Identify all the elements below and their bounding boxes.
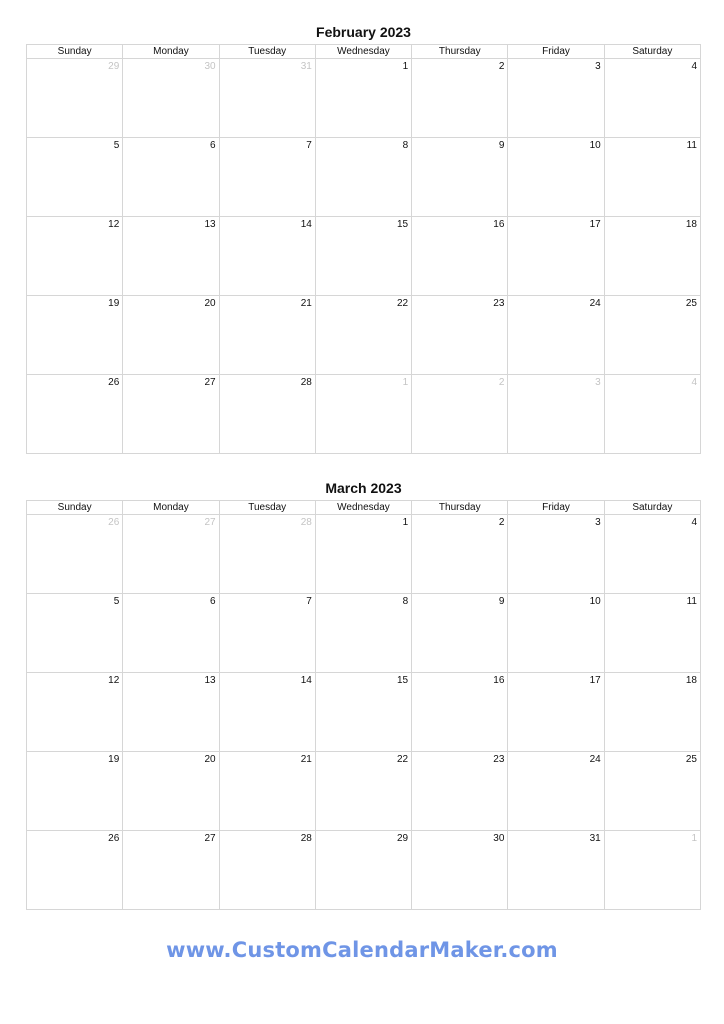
day-cell[interactable]	[27, 673, 123, 752]
day-cell[interactable]	[412, 831, 508, 910]
day-cell[interactable]	[27, 138, 123, 217]
day-number: 2	[498, 61, 505, 72]
day-cell[interactable]	[508, 138, 604, 217]
day-cell[interactable]	[508, 296, 604, 375]
day-number: 7	[306, 596, 312, 607]
weekday-header: Thursday	[412, 45, 508, 59]
weekday-header-row	[27, 45, 701, 59]
day-number: 6	[210, 140, 216, 151]
day-number: 18	[685, 675, 697, 686]
day-number: 27	[204, 833, 216, 844]
day-cell[interactable]	[219, 59, 315, 138]
day-number: 6	[210, 596, 216, 607]
day-number-adjacent-month: 28	[300, 517, 312, 528]
day-cell[interactable]	[123, 673, 219, 752]
week-row	[27, 515, 701, 594]
day-number: 12	[108, 219, 120, 230]
weekday-header: Wednesday	[315, 501, 411, 515]
day-cell[interactable]	[123, 752, 219, 831]
day-cell[interactable]	[219, 296, 315, 375]
day-number-adjacent-month: 1	[402, 377, 409, 388]
week-row	[27, 375, 701, 454]
day-number: 24	[589, 754, 601, 765]
day-number: 10	[589, 596, 601, 607]
day-number: 20	[204, 298, 216, 309]
day-cell[interactable]	[604, 673, 700, 752]
day-cell[interactable]	[123, 296, 219, 375]
day-cell[interactable]	[219, 673, 315, 752]
day-cell[interactable]	[508, 673, 604, 752]
day-cell[interactable]	[315, 831, 411, 910]
calendar-body	[27, 59, 701, 454]
day-cell[interactable]	[508, 375, 604, 454]
day-number: 9	[498, 140, 505, 151]
day-number: 4	[691, 517, 697, 528]
day-cell[interactable]	[219, 515, 315, 594]
day-cell[interactable]	[412, 752, 508, 831]
day-number: 7	[306, 140, 312, 151]
day-number: 15	[397, 219, 409, 230]
day-cell[interactable]	[508, 752, 604, 831]
month-march	[26, 476, 701, 910]
weekday-header: Monday	[123, 501, 219, 515]
day-number: 4	[691, 61, 697, 72]
week-row	[27, 752, 701, 831]
weekday-header: Monday	[123, 45, 219, 59]
day-number: 18	[685, 219, 697, 230]
day-cell[interactable]	[508, 831, 604, 910]
day-cell[interactable]	[219, 138, 315, 217]
calendar-grid	[26, 44, 701, 454]
weekday-header: Tuesday	[219, 501, 315, 515]
month-title: March 2023	[325, 480, 402, 496]
day-cell[interactable]	[315, 594, 411, 673]
day-number: 28	[300, 377, 312, 388]
day-number: 2	[498, 517, 505, 528]
weekday-header: Wednesday	[315, 45, 411, 59]
day-number-adjacent-month: 31	[300, 61, 312, 72]
day-cell[interactable]	[412, 59, 508, 138]
day-number: 16	[493, 675, 505, 686]
day-cell[interactable]	[27, 515, 123, 594]
day-cell[interactable]	[315, 752, 411, 831]
day-cell[interactable]	[123, 375, 219, 454]
day-cell[interactable]	[604, 217, 700, 296]
day-number: 9	[498, 596, 505, 607]
day-number: 10	[589, 140, 601, 151]
day-cell[interactable]	[604, 296, 700, 375]
day-number: 19	[108, 754, 120, 765]
day-cell[interactable]	[315, 217, 411, 296]
day-cell[interactable]	[412, 594, 508, 673]
day-number: 25	[685, 298, 697, 309]
day-number: 16	[493, 219, 505, 230]
week-row	[27, 296, 701, 375]
day-cell[interactable]	[27, 59, 123, 138]
weekday-header: Sunday	[27, 501, 123, 515]
day-number-adjacent-month: 1	[691, 833, 697, 844]
day-cell[interactable]	[219, 831, 315, 910]
day-cell[interactable]	[604, 59, 700, 138]
day-cell[interactable]	[219, 752, 315, 831]
day-number: 19	[108, 298, 120, 309]
day-cell[interactable]	[27, 375, 123, 454]
day-cell[interactable]	[604, 594, 700, 673]
day-number: 5	[113, 596, 120, 607]
day-cell[interactable]	[27, 752, 123, 831]
day-number-adjacent-month: 30	[204, 61, 216, 72]
day-number: 14	[300, 675, 312, 686]
day-number: 21	[300, 298, 312, 309]
day-number: 24	[589, 298, 601, 309]
day-cell[interactable]	[412, 375, 508, 454]
day-cell[interactable]	[604, 831, 700, 910]
day-number: 26	[108, 377, 120, 388]
day-number-adjacent-month: 27	[204, 517, 216, 528]
day-cell[interactable]	[412, 296, 508, 375]
day-number-adjacent-month: 3	[595, 377, 601, 388]
month-title: February 2023	[316, 24, 411, 40]
day-number: 26	[108, 833, 120, 844]
day-number: 23	[493, 298, 505, 309]
day-number: 11	[686, 596, 697, 607]
day-number: 1	[402, 517, 409, 528]
day-number: 23	[493, 754, 505, 765]
week-row	[27, 831, 701, 910]
day-number: 12	[108, 675, 120, 686]
day-cell[interactable]	[123, 594, 219, 673]
day-number-adjacent-month: 4	[691, 377, 697, 388]
calendar-body	[27, 515, 701, 910]
day-cell[interactable]	[508, 594, 604, 673]
week-row	[27, 138, 701, 217]
day-number: 5	[113, 140, 120, 151]
day-cell[interactable]	[219, 375, 315, 454]
day-number: 13	[204, 675, 216, 686]
weekday-header: Friday	[508, 45, 604, 59]
day-cell[interactable]	[219, 217, 315, 296]
calendar-grid	[26, 500, 701, 910]
day-cell[interactable]	[508, 217, 604, 296]
day-cell[interactable]	[315, 296, 411, 375]
day-number: 28	[300, 833, 312, 844]
day-number: 21	[300, 754, 312, 765]
weekday-header-row	[27, 501, 701, 515]
day-number-adjacent-month: 29	[108, 61, 120, 72]
day-cell[interactable]	[123, 59, 219, 138]
footer-brand-link[interactable]: www.CustomCalendarMaker.com	[166, 938, 558, 962]
day-cell[interactable]	[315, 375, 411, 454]
day-cell[interactable]	[315, 515, 411, 594]
week-row	[27, 59, 701, 138]
weekday-header: Saturday	[604, 501, 700, 515]
day-number: 13	[204, 219, 216, 230]
day-number: 22	[397, 298, 409, 309]
day-number-adjacent-month: 2	[498, 377, 505, 388]
week-row	[27, 673, 701, 752]
day-number: 30	[493, 833, 505, 844]
day-cell[interactable]	[508, 515, 604, 594]
week-row	[27, 217, 701, 296]
day-number: 29	[397, 833, 409, 844]
day-cell[interactable]	[508, 59, 604, 138]
day-number: 8	[402, 596, 409, 607]
day-cell[interactable]	[604, 375, 700, 454]
day-number: 3	[595, 517, 601, 528]
day-cell[interactable]	[123, 515, 219, 594]
weekday-header: Sunday	[27, 45, 123, 59]
day-cell[interactable]	[27, 296, 123, 375]
day-cell[interactable]	[604, 752, 700, 831]
day-cell[interactable]	[123, 217, 219, 296]
day-number: 1	[402, 61, 409, 72]
day-cell[interactable]	[604, 515, 700, 594]
day-number: 25	[685, 754, 697, 765]
day-cell[interactable]	[604, 138, 700, 217]
day-number: 17	[589, 675, 601, 686]
day-cell[interactable]	[412, 673, 508, 752]
weekday-header: Saturday	[604, 45, 700, 59]
day-number: 11	[686, 140, 697, 151]
weekday-header: Friday	[508, 501, 604, 515]
day-cell[interactable]	[123, 138, 219, 217]
day-number: 14	[300, 219, 312, 230]
day-cell[interactable]	[27, 831, 123, 910]
day-cell[interactable]	[219, 594, 315, 673]
day-number: 22	[397, 754, 409, 765]
day-cell[interactable]	[315, 673, 411, 752]
day-number: 15	[397, 675, 409, 686]
day-number: 31	[589, 833, 601, 844]
day-number: 20	[204, 754, 216, 765]
day-cell[interactable]	[412, 138, 508, 217]
day-number: 17	[589, 219, 601, 230]
day-cell[interactable]	[27, 594, 123, 673]
day-number-adjacent-month: 26	[108, 517, 120, 528]
month-february	[26, 20, 701, 454]
day-number: 8	[402, 140, 409, 151]
day-cell[interactable]	[123, 831, 219, 910]
day-cell[interactable]	[412, 515, 508, 594]
day-cell[interactable]	[27, 217, 123, 296]
week-row	[27, 594, 701, 673]
day-cell[interactable]	[315, 138, 411, 217]
weekday-header: Thursday	[412, 501, 508, 515]
day-number: 27	[204, 377, 216, 388]
weekday-header: Tuesday	[219, 45, 315, 59]
day-cell[interactable]	[315, 59, 411, 138]
day-number: 3	[595, 61, 601, 72]
day-cell[interactable]	[412, 217, 508, 296]
